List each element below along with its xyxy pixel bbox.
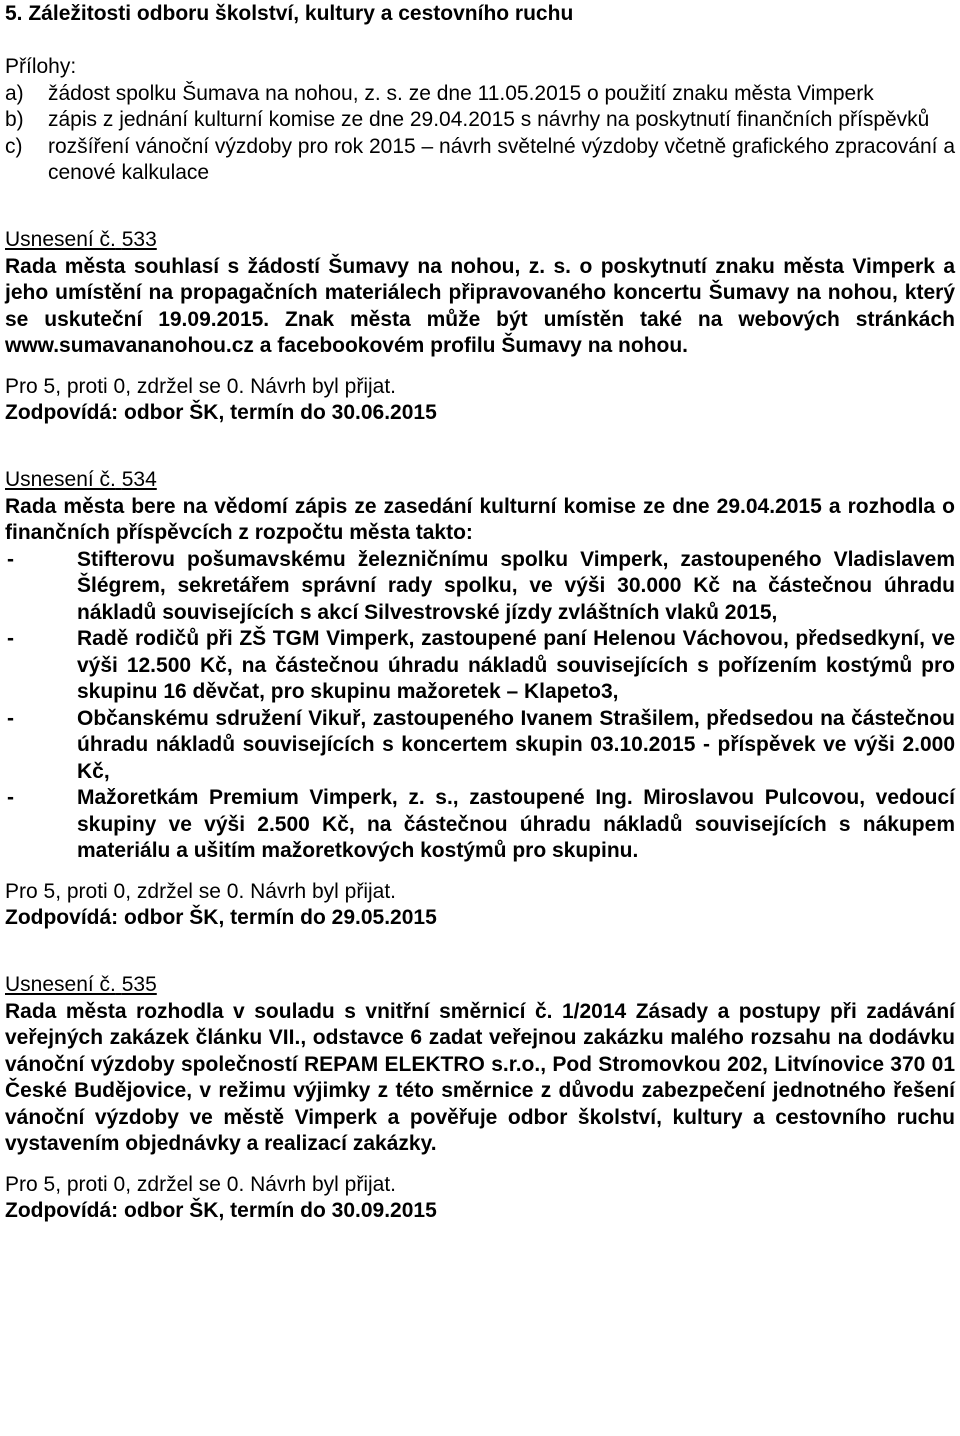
- resolution-number: 533: [121, 228, 157, 251]
- resolution-533: [5, 227, 955, 427]
- list-item-text: Občanskému sdružení Vikuř, zastoupeného Ivanem Strašilem, předsedou na částečnou úhradu nákladů souvisejících s koncertem skupin 03.10.2015 - příspěvek ve výši 2.000 Kč,: [77, 706, 955, 783]
- list-item: [5, 626, 955, 706]
- resolution-responsible: Zodpovídá: odbor ŠK, termín do 30.06.2015: [5, 401, 437, 424]
- resolution-heading: [5, 467, 955, 494]
- list-item: [5, 706, 955, 786]
- spacer: [5, 453, 955, 467]
- resolution-heading-prefix: Usnesení č.: [5, 468, 116, 491]
- spacer: [5, 213, 955, 227]
- document-page: [5, 1, 955, 1225]
- resolution-vote: Pro 5, proti 0, zdržel se 0. Návrh byl přijat.: [5, 879, 396, 903]
- resolution-heading-prefix: Usnesení č.: [5, 973, 116, 996]
- spacer: [5, 28, 955, 55]
- list-item: [5, 547, 955, 627]
- resolution-heading: [5, 972, 955, 999]
- contribution-list: [5, 547, 955, 865]
- spacer: [5, 360, 955, 374]
- attachment-text: zápis z jednání kulturní komise ze dne 29.04.2015 s návrhy na poskytnutí finančních příspěvků: [48, 108, 930, 131]
- attachment-item-a: [5, 81, 955, 108]
- attachment-text: rozšíření vánoční výzdoby pro rok 2015 – návrh světelné výzdoby včetně grafického zpracování a cenové kalkulace: [48, 134, 955, 184]
- list-marker: -: [7, 547, 14, 571]
- attachment-item-b: [5, 107, 955, 134]
- list-item-text: Stifterovu pošumavskému železničnímu spolku Vimperk, zastoupeného Vladislavem Šlégrem, sekretářem správní rady spolku, ve výši 30.000 Kč na částečnou úhradu nákladů souvisejících s akcí Silvestrovské jízdy zvláštních vlaků 2015,: [77, 547, 955, 624]
- list-marker: -: [7, 627, 14, 650]
- attachments: [5, 54, 955, 187]
- list-marker: -: [7, 706, 14, 730]
- spacer: [5, 187, 955, 214]
- resolution-number: 535: [121, 973, 157, 996]
- list-marker: -: [7, 786, 14, 809]
- attachment-mark: c): [5, 134, 23, 158]
- resolution-number: 534: [121, 468, 157, 491]
- spacer: [5, 958, 955, 972]
- resolution-534: [5, 467, 955, 932]
- attachment-mark: a): [5, 81, 24, 105]
- spacer: [5, 1158, 955, 1172]
- list-item-text: Mažoretkám Premium Vimperk, z. s., zastoupené Ing. Miroslavou Pulcovou, vedoucí skupiny ve výši 2.500 Kč, na částečnou úhradu nákladů souvisejících s nákupem materiálu a ušitím mažoretkových kostýmů pro skupinu.: [77, 786, 955, 862]
- resolution-text: Rada města rozhodla v souladu s vnitřní směrnicí č. 1/2014 Zásady a postupy při zadávání veřejných zakázek článku VII., odstavce 6 zadat veřejnou zakázku malého rozsahu na dodávku vánoční výzdoby společností REPAM ELEKTRO s.r.o., Pod Stromovkou 202, Litvínovice 370 01 České Budějovice, v režimu výjimky z této směrnice z důvodu zabezpečení jednotného řešení vánoční výzdoby ve městě Vimperk a pověřuje odbor školství, kultury a cestovního ruchu vystavením objednávky a realizací zakázky.: [5, 999, 955, 1155]
- attachment-item-c: [5, 134, 955, 187]
- resolution-responsible: Zodpovídá: odbor ŠK, termín do 30.09.2015: [5, 1199, 437, 1222]
- resolution-vote: Pro 5, proti 0, zdržel se 0. Návrh byl přijat.: [5, 1172, 396, 1196]
- list-item-text: Radě rodičů při ZŠ TGM Vimperk, zastoupené paní Helenou Váchovou, předsedkyní, ve výši 12.500 Kč, na částečnou úhradu nákladů souvisejících s pořízením kostýmů pro skupinu 16 děvčat, pro skupinu mažoretek – Klapeto3,: [77, 627, 955, 703]
- list-item: [5, 785, 955, 865]
- spacer: [5, 932, 955, 959]
- spacer: [5, 427, 955, 454]
- resolution-vote: Pro 5, proti 0, zdržel se 0. Návrh byl přijat.: [5, 374, 396, 398]
- attachment-text: žádost spolku Šumava na nohou, z. s. ze dne 11.05.2015 o použití znaku města Vimperk: [48, 81, 874, 105]
- attachment-mark: b): [5, 108, 24, 131]
- attachments-label: Přílohy:: [5, 55, 77, 78]
- resolution-responsible: Zodpovídá: odbor ŠK, termín do 29.05.2015: [5, 906, 437, 929]
- resolution-heading: [5, 227, 955, 254]
- resolution-text: Rada města bere na vědomí zápis ze zasedání kulturní komise ze dne 29.04.2015 a rozhodla o finančních příspěvcích z rozpočtu města takto:: [5, 494, 955, 544]
- spacer: [5, 865, 955, 879]
- resolution-heading-prefix: Usnesení č.: [5, 228, 116, 251]
- section-title: 5. Záležitosti odboru školství, kultury a cestovního ruchu: [5, 2, 574, 25]
- resolution-535: [5, 972, 955, 1225]
- resolution-text: Rada města souhlasí s žádostí Šumavy na nohou, z. s. o poskytnutí znaku města Vimperk a jeho umístění na propagačních materiálech připravovaného koncertu Šumavy na nohou, který se uskuteční 19.09.2015. Znak města může být umístěn také na webových stránkách www.sumavananohou.cz a facebookovém profilu Šumavy na nohou.: [5, 254, 955, 357]
